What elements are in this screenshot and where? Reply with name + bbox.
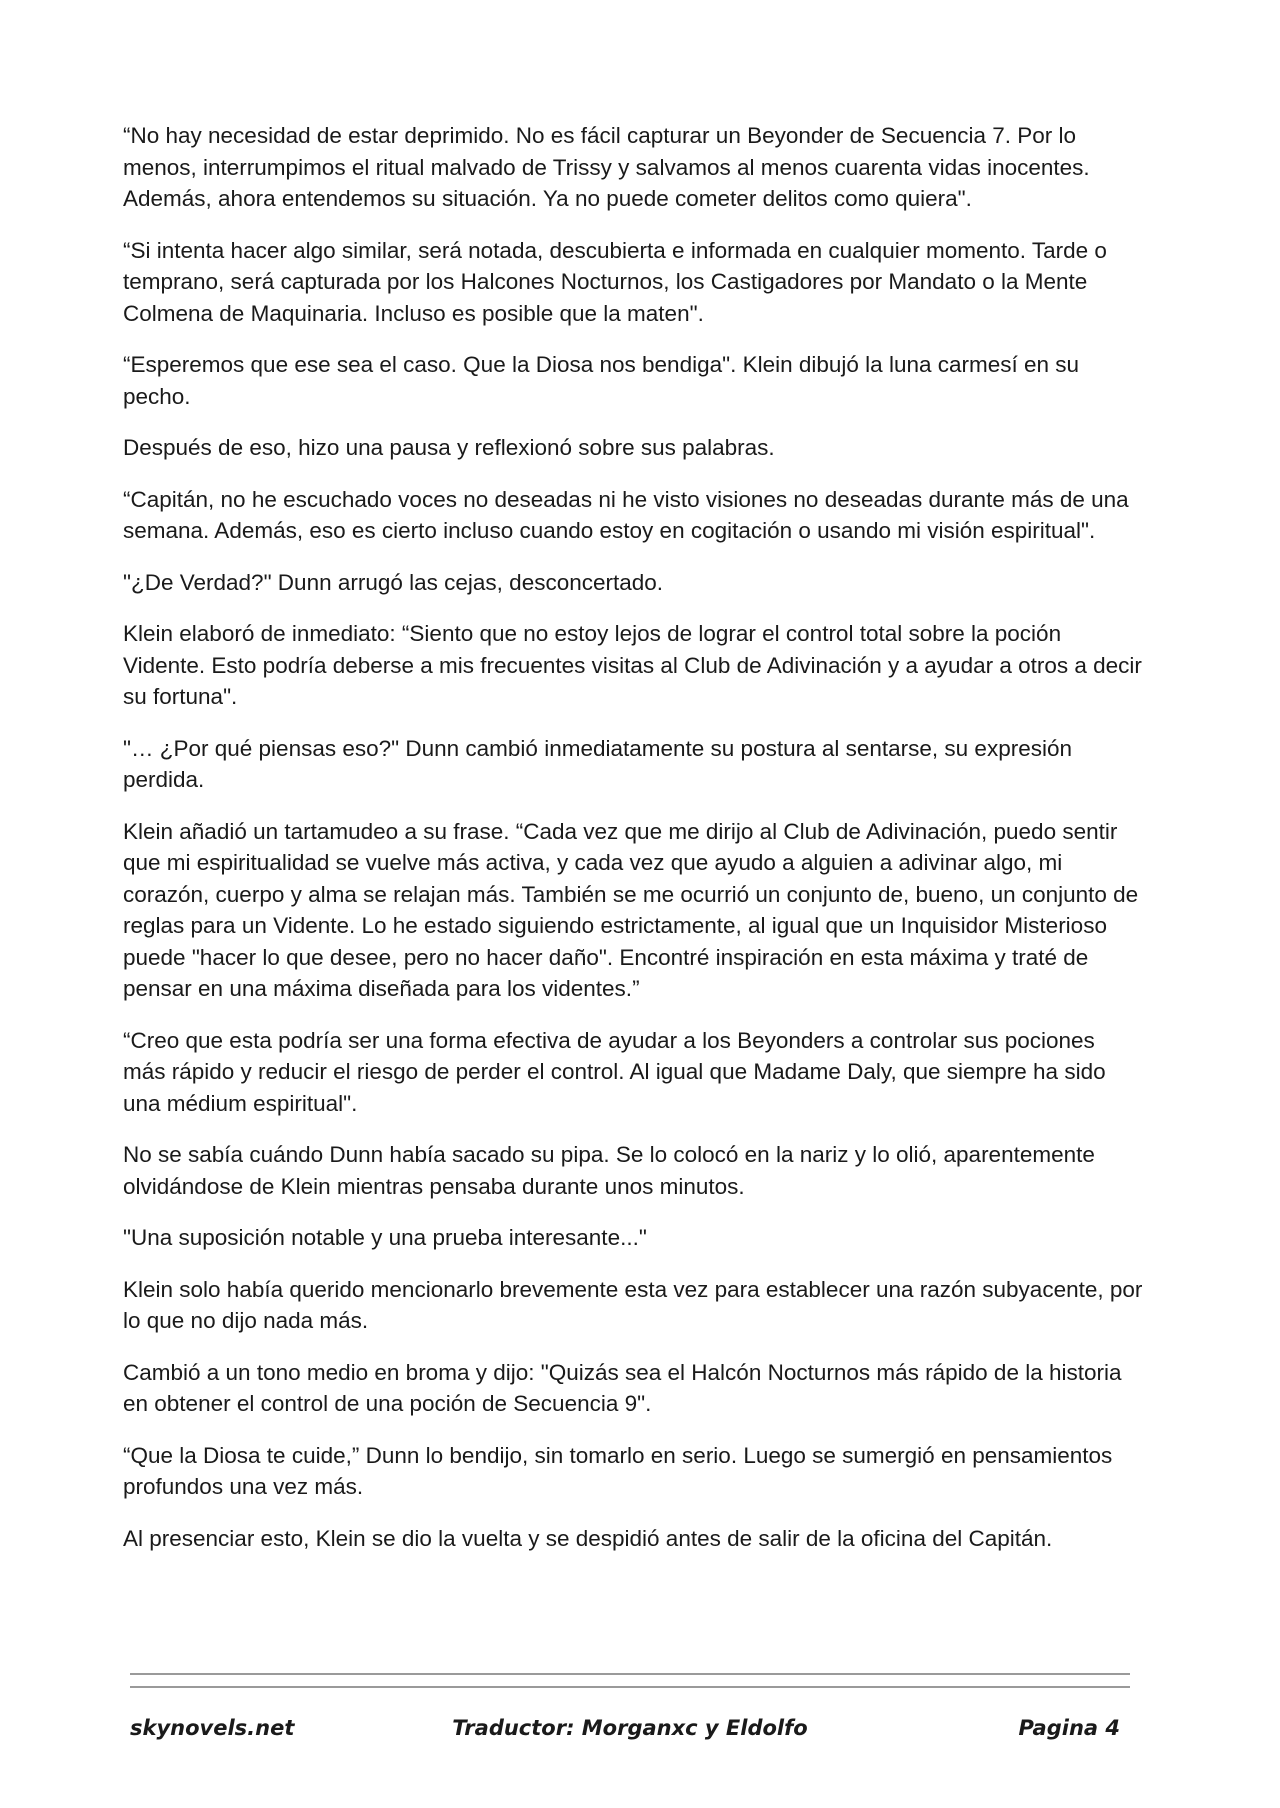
paragraph-14: Cambió a un tono medio en broma y dijo: "Quizás sea el Halcón Nocturnos más rápido de la historia en obtener el control de una poción de Secuencia 9". [123,1359,1122,1416]
footer-page-number: Pagina 4 [1018,1716,1120,1740]
paragraph-3: “Esperemos que ese sea el caso. Que la Diosa nos bendiga". Klein dibujó la luna carmesí en su pecho. [123,352,1080,409]
paragraph-9: Klein añadió un tartamudeo a su frase. “Cada vez que me dirijo al Club de Adivinación, puedo sentir que mi espiritualidad se vuelve más activa, y cada vez que ayudo a alguien a adivinar algo, mi corazón, cuerpo y alma se relajan más. También se me ocurrió un conjunto de, bueno, un conjunto de reglas para un Vidente. Lo he estado siguiendo estrictamente, al igual que un Inquisidor Misterioso puede "hacer lo que desee, pero no hacer daño". Encontré inspiración en esta máxima y traté de pensar en una máxima diseñada para los videntes.” [123,818,1139,1001]
paragraph-12: "Una suposición notable y una prueba interesante..." [123,1225,647,1250]
page-body [123,120,1143,1574]
paragraph-2: “Si intenta hacer algo similar, será notada, descubierta e informada en cualquier momento. Tarde o temprano, será capturada por los Halcones Nocturnos, los Castigadores por Mandato o la Mente Colmena de Maquinaria. Incluso es posible que la maten". [123,237,1107,326]
page-footer [130,1716,1130,1750]
paragraph-13: Klein solo había querido mencionarlo brevemente esta vez para establecer una razón subyacente, por lo que no dijo nada más. [123,1276,1143,1333]
footer-site: skynovels.net [130,1716,295,1740]
paragraph-15: “Que la Diosa te cuide,” Dunn lo bendijo, sin tomarlo en serio. Luego se sumergió en pensamientos profundos una vez más. [123,1442,1113,1499]
paragraph-6: "¿De Verdad?" Dunn arrugó las cejas, desconcertado. [123,569,664,595]
paragraph-4: Después de eso, hizo una pausa y reflexionó sobre sus palabras. [123,435,775,460]
paragraph-7: Klein elaboró de inmediato: “Siento que no estoy lejos de lograr el control total sobre la poción Vidente. Esto podría deberse a mis frecuentes visitas al Club de Adivinación y a ayudar a otros a decir su fortuna". [123,621,1142,709]
paragraph-8: "… ¿Por qué piensas eso?" Dunn cambió inmediatamente su postura al sentarse, su expresión perdida. [123,735,1072,792]
paragraph-5: “Capitán, no he escuchado voces no deseadas ni he visto visiones no deseadas durante más de una semana. Además, eso es cierto incluso cuando estoy en cogitación o usando mi visión espiritual". [123,486,1129,543]
paragraph-10: “Creo que esta podría ser una forma efectiva de ayudar a los Beyonders a controlar sus pociones más rápido y reducir el riesgo de perder el control. Al igual que Madame Daly, que siempre ha sido una médium espiritual". [123,1027,1106,1116]
footer-divider-bottom [130,1686,1130,1688]
footer-translator: Traductor: Morganxc y Eldolfo [452,1716,808,1740]
footer-divider-top [130,1673,1130,1675]
paragraph-11: No se sabía cuándo Dunn había sacado su pipa. Se lo colocó en la nariz y lo olió, aparentemente olvidándose de Klein mientras pensaba durante unos minutos. [123,1142,1095,1199]
paragraph-16: Al presenciar esto, Klein se dio la vuelta y se despidió antes de salir de la oficina del Capitán. [123,1525,1053,1551]
paragraph-1: “No hay necesidad de estar deprimido. No es fácil capturar un Beyonder de Secuencia 7. Por lo menos, interrumpimos el ritual malvado de Trissy y salvamos al menos cuarenta vidas inocentes. Además, ahora entendemos su situación. Ya no puede cometer delitos como quiera". [123,123,1090,211]
